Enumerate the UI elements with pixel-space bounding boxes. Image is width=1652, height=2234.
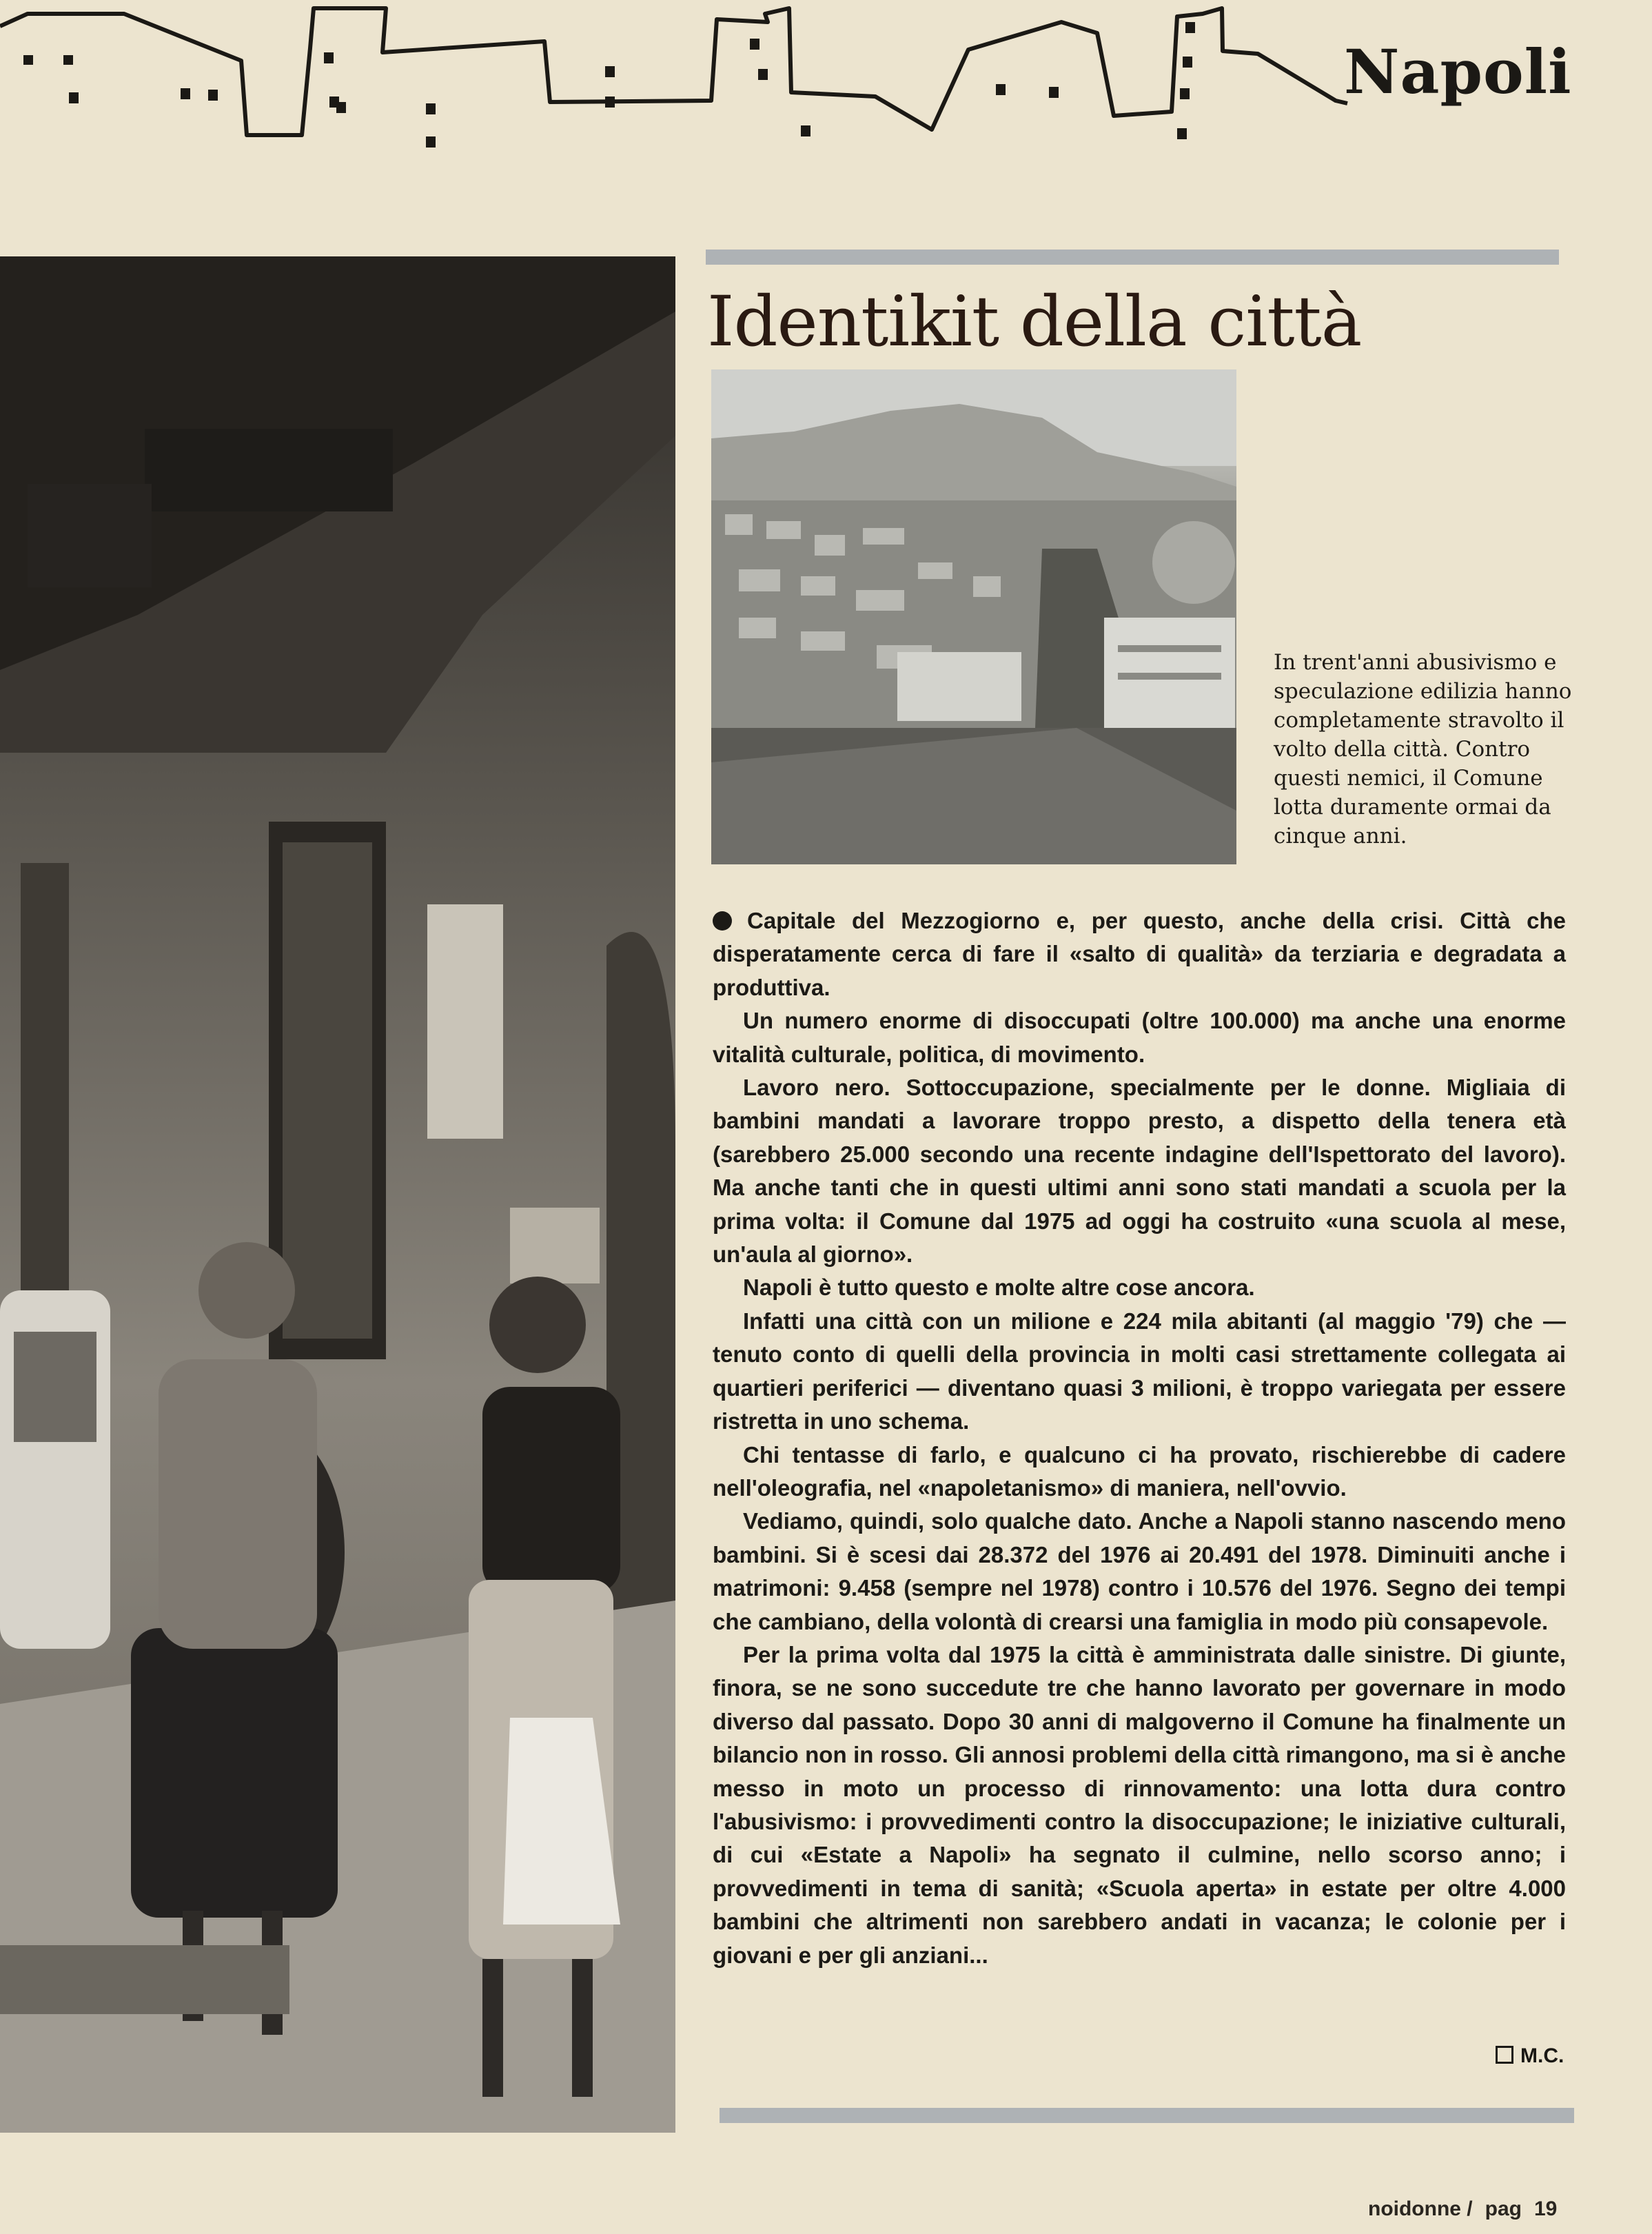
photo-caption: In trent'anni abusivismo e speculazione edilizia hanno completamente stravolto il volto della città. Contro questi nemici, il Comune lotta duramente ormai da cinque anni.: [1274, 650, 1572, 849]
aerial-city-photo: [711, 369, 1236, 864]
top-rule: [706, 250, 1559, 265]
skyline-windows: [23, 22, 1195, 148]
paragraph-4: Napoli è tutto questo e molte altre cose ancora.: [743, 1275, 1255, 1301]
paragraph-2: Un numero enorme di disoccupati (oltre 100.000) ma anche una enorme vitalità culturale, politica, di movimento.: [713, 1008, 1566, 1067]
paragraph-7: Vediamo, quindi, solo qualche dato. Anche a Napoli stanno nascendo meno bambini. Si è scesi dai 28.372 del 1976 ai 20.491 del 1978. Diminuiti anche i matrimoni: 9.458 (sempre nel 1978) contro i 10.576 del 1976. Segno dei tempi che cambiano, della volontà di crearsi una famiglia in modo più consapevole.: [713, 1508, 1566, 1634]
page-number: 19: [1533, 2197, 1558, 2220]
bullet-icon: [713, 911, 732, 931]
author-signature: M.C.: [1496, 2044, 1564, 2068]
section-title: Napoli: [1344, 36, 1572, 108]
end-square-icon: [1496, 2046, 1513, 2064]
paragraph-1: Capitale del Mezzogiorno e, per questo, anche della crisi. Città che disperatamente cerca di fare il «salto di qualità» da terziaria e degradata a produttiva.: [713, 908, 1566, 1000]
street-photo: [0, 256, 675, 2133]
article-headline: Identikit della città: [707, 281, 1362, 362]
paragraph-8: Per la prima volta dal 1975 la città è amministrata dalle sinistre. Di giunte, finora, se ne sono succedute tre che hanno lavorato per governare in modo diverso dal passato. Dopo 30 anni di malgoverno il Comune ha finalmente un bilancio non in rosso. Gli annosi problemi della città rimangono, ma si è anche messo in moto un processo di rinnovamento: una lotta dura contro l'abusivismo: i provvedimenti contro la disoccupazione; le iniziative culturali, di cui «Estate a Napoli» ha segnato il culmine, nello scorso anno; i provvedimenti in tema di sanità; «Scuola aperta» in estate per oltre 4.000 bambini che altrimenti non sarebbero andati in vacanza; le colonie per i giovani e per gli anziani...: [713, 1641, 1566, 1968]
paragraph-5: Infatti una città con un milione e 224 mila abitanti (al maggio '79) che — tenuto conto di quelli della provincia in molti casi strettamente collegata ai quartieri periferici — diventano quasi 3 milioni, è troppo variegata per essere ristretta in uno schema.: [713, 1308, 1566, 1434]
page-label: pag: [1485, 2197, 1522, 2220]
page-footer: [1368, 2197, 1569, 2221]
article-body: [713, 904, 1566, 1972]
bottom-rule: [720, 2108, 1574, 2123]
paragraph-6: Chi tentasse di farlo, e qualcuno ci ha provato, rischierebbe di cadere nell'oleografia, nel «napoletanismo» di maniera, nell'ovvio.: [713, 1441, 1566, 1501]
paragraph-3: Lavoro nero. Sottoccupazione, specialmente per le donne. Migliaia di bambini mandati a lavorare troppo presto, a dispetto della tenera età (sarebbero 25.000 secondo una recente indagine dell'Ispettorato del lavoro). Ma anche tanti che in questi ultimi anni sono stati mandati a scuola per la prima volta: il Comune dal 1975 ad oggi ha costruito «una scuola al mese, un'aula al giorno».: [713, 1075, 1566, 1268]
magazine-name: noidonne /: [1368, 2197, 1473, 2220]
